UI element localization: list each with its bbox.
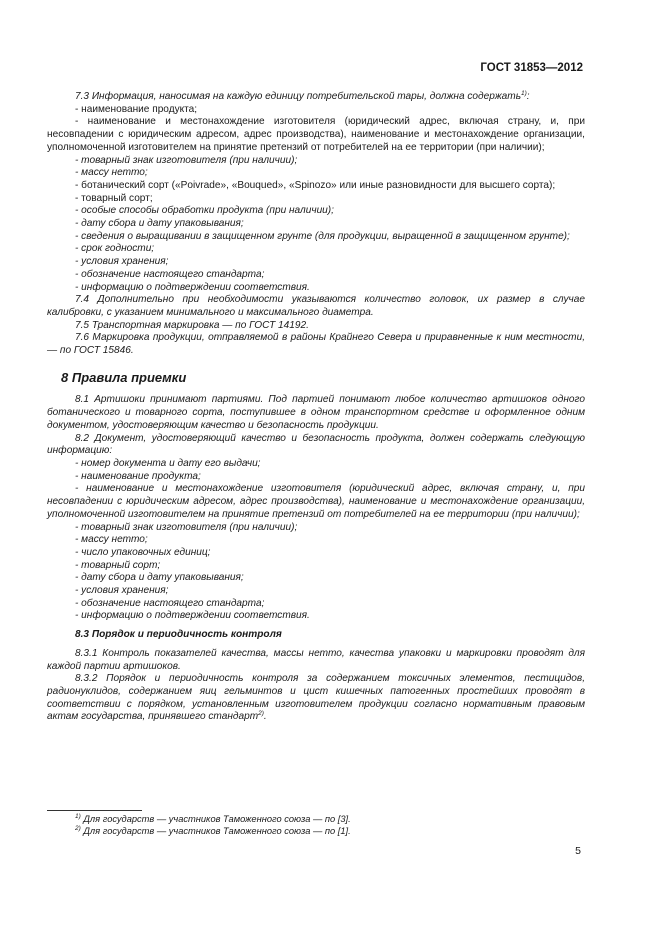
standard-code: ГОСТ 31853—2012 <box>480 62 583 74</box>
paragraph-7-4: 7.4 Дополнительно при необходимости указываются количество головок, их размер в случае калибровки, с указанием минимального и максимального диаметра. <box>47 294 585 318</box>
list-item: - наименование и местонахождение изготовителя (юридический адрес, включая страну, и, при несовпадении с юридическим адресом, адрес производства), наименование и местонахождение организации, уполномоченной изготовителем на принятие претензий от потребителей на ее территории (при наличии); <box>47 116 585 153</box>
list-item: - дату сбора и дату упаковывания; <box>75 218 244 230</box>
list-item: - дату сбора и дату упаковывания; <box>75 572 244 584</box>
footnotes <box>47 813 585 837</box>
list-item: - массу нетто; <box>75 167 148 179</box>
list-item: - номер документа и дату его выдачи; <box>75 457 261 469</box>
list-item: - наименование и местонахождение изготовителя (юридический адрес, включая страну, и, при несовпадении с юридическим адресом, адрес производства), наименование и местонахождение организации, уполномоченной изготовителем на принятие претензий от потребителей на ее территории (при наличии); <box>47 483 585 520</box>
footnote-divider <box>47 810 142 811</box>
list-item: - особые способы обработки продукта (при наличии); <box>75 205 334 217</box>
section-8-3-title: 8.3 Порядок и периодичность контроля <box>75 629 282 641</box>
list-item: - условия хранения; <box>75 585 169 597</box>
list-item: - условия хранения; <box>75 256 169 268</box>
list-item: - массу нетто; <box>75 534 148 546</box>
footnote: $^{1)}$ Для государств — участников Таможенного союза — по [3]. <box>75 813 351 824</box>
paragraph-7-6: 7.6 Маркировка продукции, отправляемой в районы Крайнего Севера и приравненные к ним местности, — по ГОСТ 15846. <box>47 332 585 357</box>
paragraph-8-3-1: 8.3.1 Контроль показателей качества, массы нетто, качества упаковки и маркировки проводят для каждой партии артишоков. <box>47 647 585 672</box>
list-item: - товарный сорт; <box>75 559 161 571</box>
list-item: - обозначение настоящего стандарта; <box>75 597 265 609</box>
section-7-3-intro: 7.3 Информация, наносимая на каждую единицу потребительской тары, должна содержать$^{1)}$: <box>75 90 530 102</box>
list-item: - товарный знак изготовителя (при наличии); <box>75 154 298 166</box>
list-item: - сведения о выращивании в защищенном грунте (для продукции, выращенной в защищенном грунте); <box>75 230 570 242</box>
list-item: - число упаковочных единиц; <box>75 546 211 558</box>
paragraph-7-5: 7.5 Транспортная маркировка — по ГОСТ 14192. <box>75 319 309 331</box>
paragraph-8-1: 8.1 Артишоки принимают партиями. Под партией понимают любое количество артишоков одного ботанического и товарного сорта, поступившее в одном транспортном средстве и оформленное одним документом, удостоверяющим качество и безопасность продукции. <box>47 394 585 431</box>
list-item: - наименование продукта; <box>75 470 201 482</box>
list-item: - наименование продукта; <box>75 103 198 115</box>
list-item: - товарный знак изготовителя (при наличии); <box>75 521 298 533</box>
list-item: - информацию о подтверждении соответствия. <box>75 281 310 293</box>
page-number: 5 <box>575 845 581 857</box>
main-text <box>47 91 585 724</box>
list-item: - обозначение настоящего стандарта; <box>75 268 265 280</box>
section-8-title: 8 Правила приемки <box>61 369 187 385</box>
list-item: - информацию о подтверждении соответствия. <box>75 610 310 622</box>
paragraph-8-2: 8.2 Документ, удостоверяющий качество и безопасность продукта, должен содержать следующую информацию: <box>47 432 585 457</box>
list-item: - товарный сорт; <box>75 192 153 204</box>
paragraph-8-3-2: 8.3.2 Порядок и периодичность контроля за содержанием токсичных элементов, пестицидов, радионуклидов, содержанием яиц гельминтов и цист кишечных патогенных простейших проводят в соответствии с порядком, установленным изготовителем продукции согласно нормативным правовым актам государства, принявшего стандарт$^{2)}$. <box>47 673 585 723</box>
footnote: $^{2)}$ Для государств — участников Таможенного союза — по [1]. <box>75 825 351 836</box>
list-item: - ботанический сорт («Poivrade», «Bouqued», «Spinozo» или иные разновидности для высшего сорта); <box>75 179 556 191</box>
list-item: - срок годности; <box>75 243 155 255</box>
